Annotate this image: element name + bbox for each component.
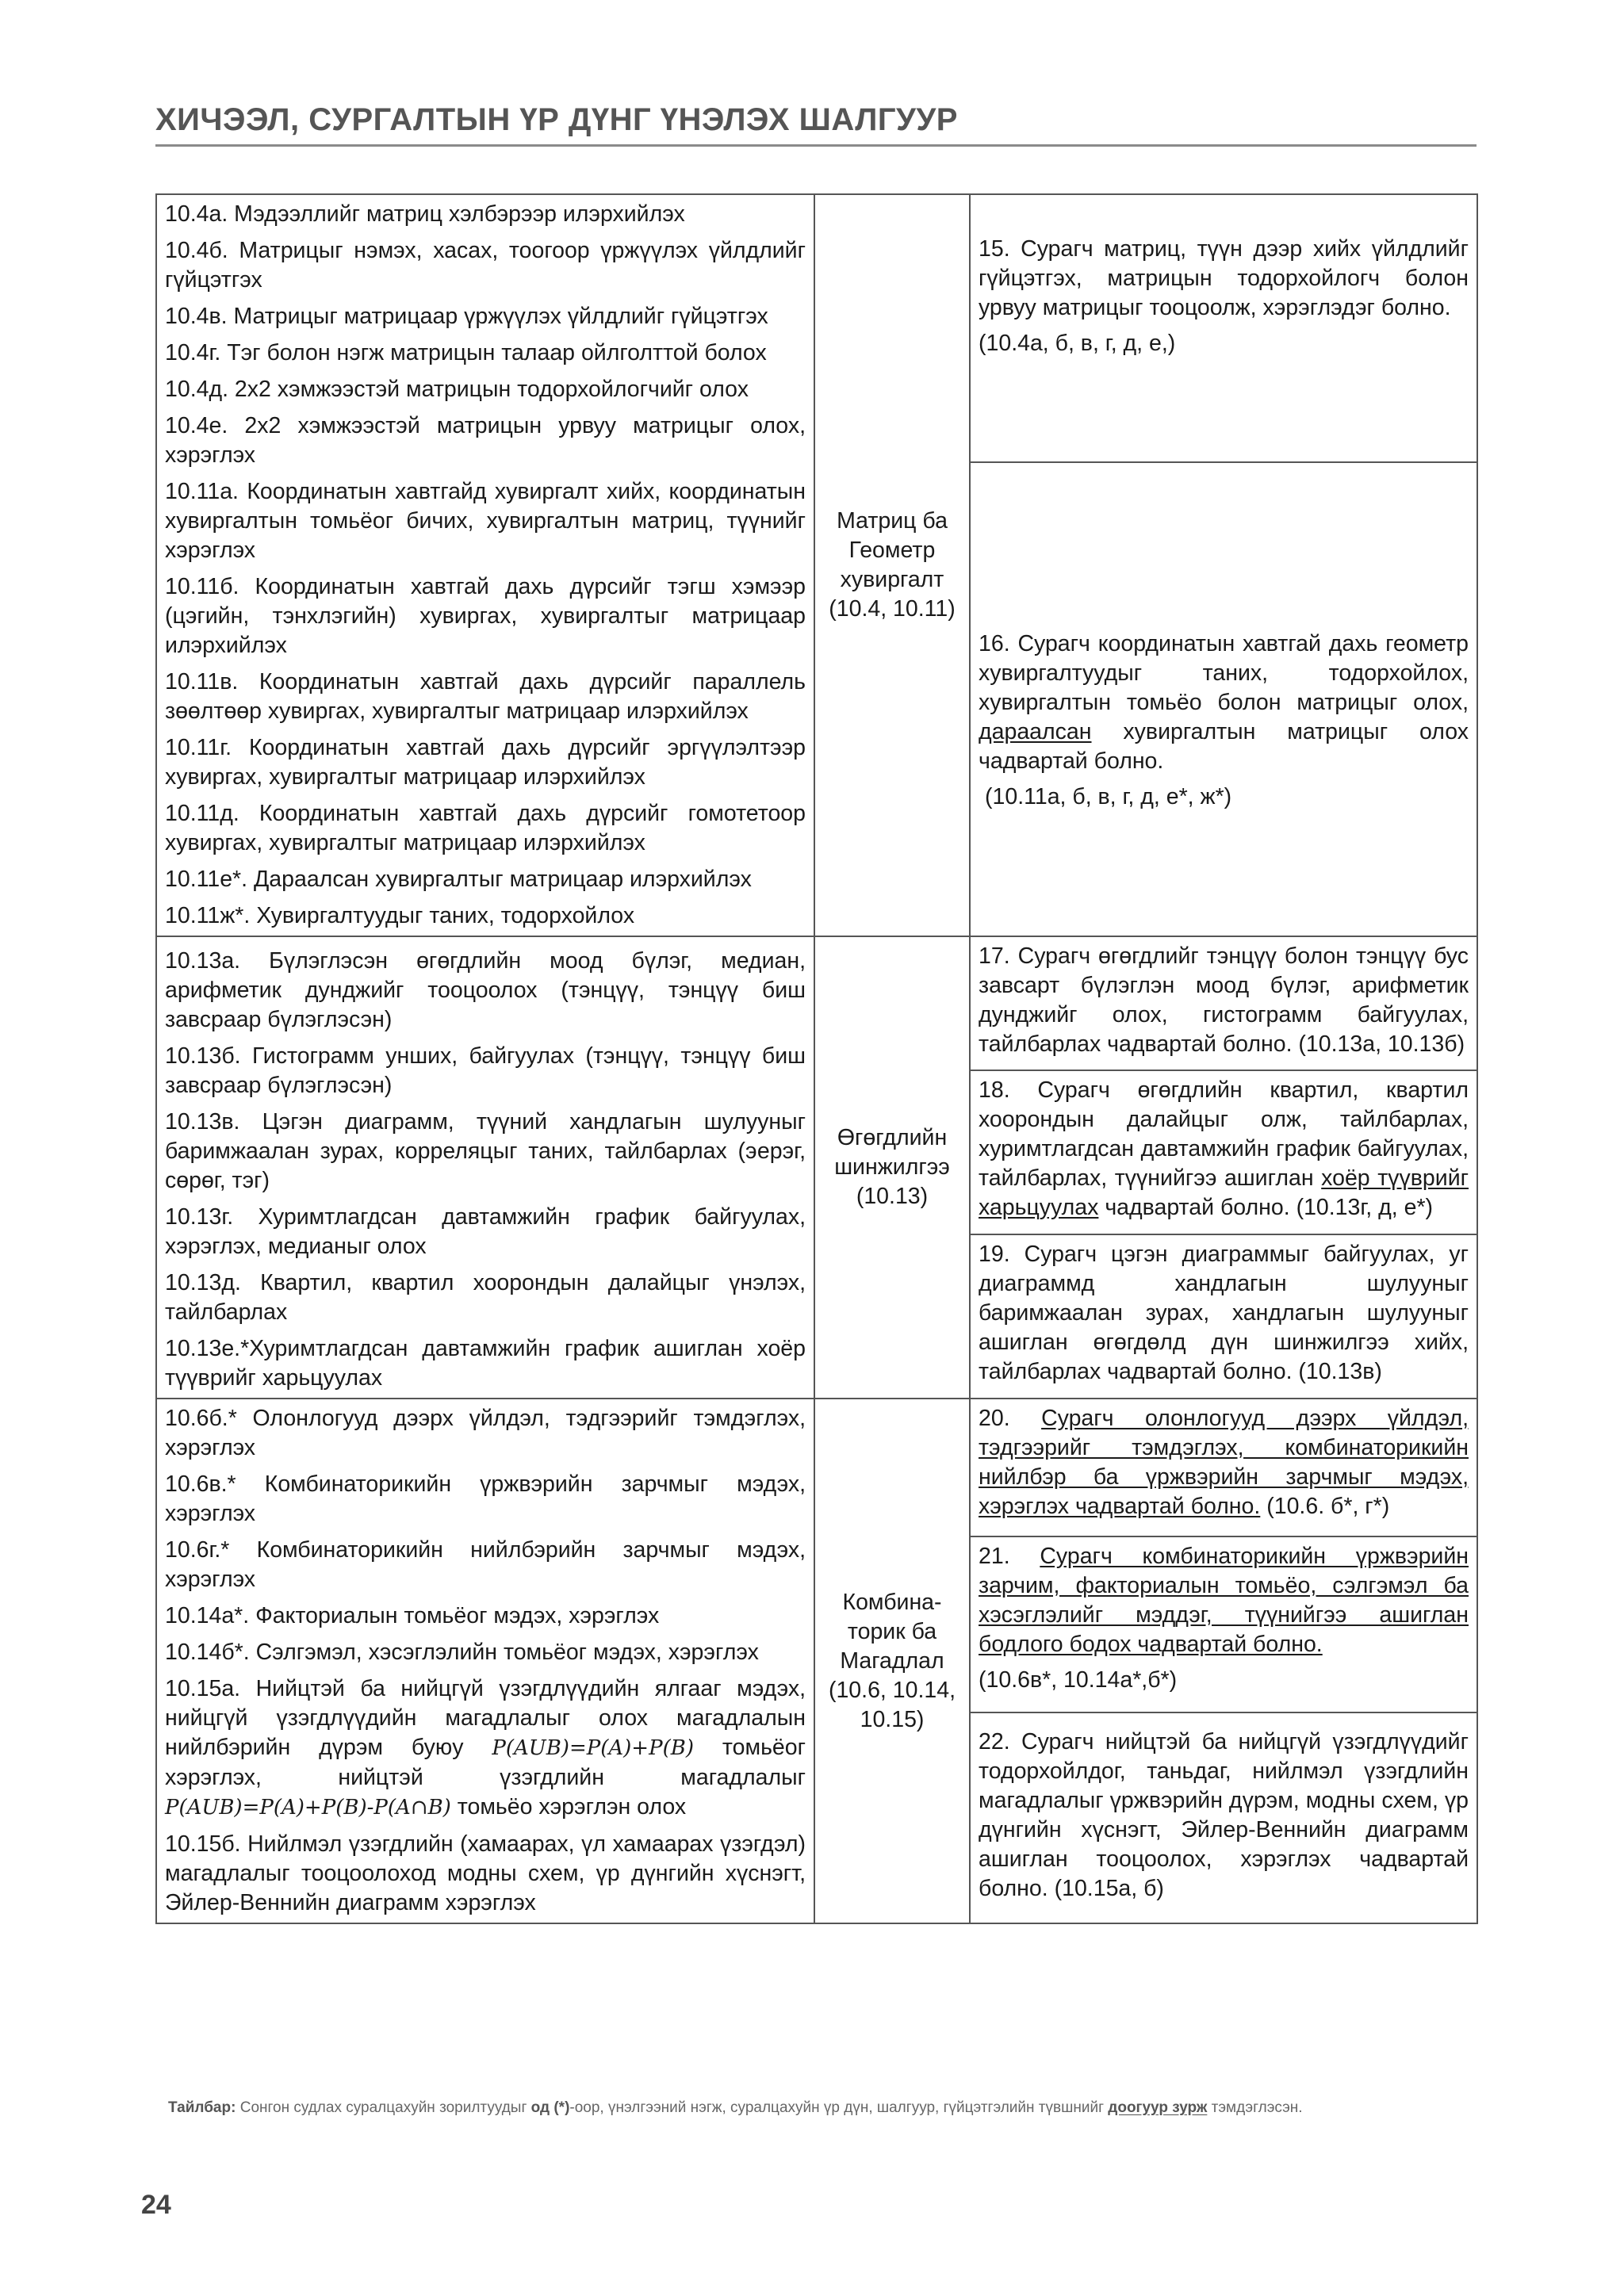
result-21-ref: (10.6в*, 10.14а*,б*)	[979, 1667, 1178, 1693]
topic-cell: Өгөгдлийн шинжилгээ (10.13)	[814, 936, 970, 1399]
result-18-underlined: хоёр түүврийг харьцуулах	[979, 1165, 1469, 1220]
table-row	[156, 936, 1477, 1070]
table-row	[156, 194, 1477, 462]
objective-item: 10.4б. Матрицыг нэмэх, хасах, тоогоор үржүүлэх үйлдлийг гүйцэтгэх	[165, 238, 806, 293]
result-15-ref: (10.4а, б, в, г, д, е,)	[979, 331, 1176, 356]
result-16	[979, 629, 1469, 776]
objective-item: 10.6б.* Олонлогууд дээрх үйлдэл, тэдгээрийг тэмдэглэх, хэрэглэх	[165, 1406, 806, 1460]
result-20-number: 20.	[979, 1406, 1010, 1431]
objective-item: 10.4г. Тэг болон нэгж матрицын талаар ойлголттой болох	[165, 340, 767, 365]
result-19: 19. Сурагч цэгэн диаграммыг байгуулах, уг диаграммд хандлагын шулууныг баримжаалан зурах, хандлагын шулууныг ашиглан өгөгдөлд дүн шинжилгээ хийх, тайлбарлах чадвартай болно. (10.13в)	[979, 1241, 1469, 1384]
objective-text: 10.15а. Нийцтэй ба нийцгүй үзэгдлүүдийн ялгааг мэдэх, нийцгүй үзэгдлүүдийн магадлалыг олох магадлалын нийлбэрийн дүрэм буюу	[165, 1676, 806, 1760]
objective-item: 10.14а*. Факториалын томьёог мэдэх, хэрэглэх	[165, 1603, 660, 1628]
footnote-text: Сонгон судлах суралцахуйн зорилтуудыг	[239, 2099, 527, 2116]
objective-item: 10.11е*. Дараалсан хувиргалтыг матрицаар илэрхийлэх	[165, 867, 752, 892]
formula-inclusion-exclusion: P(AUB)=P(A)+P(B)-P(A∩B)	[165, 1796, 451, 1820]
result-18-text: 18. Сурагч өгөгдлийн квартил, квартил хоорондын далайцыг олж, тайлбарлах, хуримтлагдсан давтамжийн график байгуулах, тайлбарлах, түүнийгээ ашиглан	[979, 1077, 1469, 1191]
objective-item: 10.13д. Квартил, квартил хоорондын далайцыг үнэлэх, тайлбарлах	[165, 1270, 806, 1325]
result-21-number: 21.	[979, 1543, 1010, 1569]
footnote	[168, 2098, 1477, 2118]
result-20-underlined: Сурагч олонлогууд дээрх үйлдэл, тэдгээрийг тэмдэглэх, комбинаторикийн нийлбэр ба үржвэрийн зарчмыг мэдэх, хэрэглэх чадвартай болно.	[979, 1406, 1469, 1519]
footnote-text: -оор, үнэлгээний нэгж, суралцахуйн үр дүн, шалгуур, гүйцэтгэлийн түвшнийг	[569, 2099, 1104, 2116]
objective-text: томьёо хэрэглэн олох	[457, 1794, 687, 1820]
objective-item: 10.11ж*. Хувиргалтуудыг таних, тодорхойлох	[165, 903, 635, 928]
result-cell	[970, 1070, 1477, 1234]
formula-sum-rule: P(AUB)=P(A)+P(B)	[492, 1736, 694, 1760]
result-cell	[970, 194, 1477, 462]
objective-item: 10.11в. Координатын хавтгай дахь дүрсийг параллель зөөлтөөр хувиргах, хувиргалтыг матрицаар илэрхийлэх	[165, 669, 806, 724]
result-21-underlined: Сурагч комбинаторикийн үржвэрийн зарчим, факториалын томьёо, сэлгэмэл ба хэсэглэлийг мэддэг, түүнийгээ ашиглан бодлого бодох чадвартай болно.	[979, 1543, 1469, 1657]
topic-cell: Матриц ба Геометр хувиргалт (10.4, 10.11)	[814, 194, 970, 936]
objective-item: 10.14б*. Сэлгэмэл, хэсэглэлийн томьёог мэдэх, хэрэглэх	[165, 1640, 759, 1665]
result-20-ref: (10.6. б*, г*)	[1266, 1494, 1390, 1519]
objective-item: 10.11а. Координатын хавтгайд хувиргалт хийх, координатын хувиргалтын томьёог бичих, хувиргалтын матриц, түүнийг хэрэглэх	[165, 479, 806, 563]
objective-item: 10.13в. Цэгэн диаграмм, түүний хандлагын шулууныг баримжаалан зурах, корреляцыг таних, тайлбарлах (эерэг, сөрөг, тэг)	[165, 1109, 806, 1193]
objective-item: 10.11б. Координатын хавтгай дахь дүрсийг тэгш хэмээр (цэгийн, тэнхлэгийн) хувиргах, хувиргалтыг матрицаар илэрхийлэх	[165, 574, 806, 658]
objectives-cell	[156, 1399, 814, 1923]
result-cell	[970, 1234, 1477, 1399]
criteria-table	[155, 193, 1478, 1924]
footnote-bold: од (*)	[530, 2099, 570, 2116]
footnote-label: Тайлбар:	[168, 2099, 236, 2116]
objective-item: 10.4е. 2х2 хэмжээстэй матрицын урвуу матрицыг олох, хэрэглэх	[165, 413, 806, 468]
objective-item: 10.6в.* Комбинаторикийн үржвэрийн зарчмыг мэдэх, хэрэглэх	[165, 1471, 806, 1526]
page-number: 24	[141, 2190, 171, 2220]
footnote-underlined: доогуур зурж	[1108, 2099, 1208, 2116]
objectives-cell	[156, 936, 814, 1399]
result-16-ref: (10.11а, б, в, г, д, е*, ж*)	[985, 784, 1232, 809]
objective-item: 10.15б. Нийлмэл үзэгдлийн (хамаарах, үл хамаарах үзэгдэл) магадлалыг тооцоолоход модны схем, үр дүнгийн хүснэгт, Эйлер-Веннийн диаграмм хэрэглэх	[165, 1831, 806, 1915]
objective-item	[165, 1674, 806, 1823]
objective-item: 10.4а. Мэдээллийг матриц хэлбэрээр илэрхийлэх	[165, 201, 685, 227]
page-title: ХИЧЭЭЛ, СУРГАЛТЫН ҮР ДҮНГ ҮНЭЛЭХ ШАЛГУУР	[155, 102, 958, 137]
result-cell	[970, 462, 1477, 936]
objective-item: 10.13б. Гистограмм унших, байгуулах (тэнцүү, тэнцүү биш завсраар бүлэглэсэн)	[165, 1043, 806, 1098]
result-15: 15. Сурагч матриц, түүн дээр хийх үйлдлийг гүйцэтгэх, матрицын тодорхойлогч болон урвуу матрицыг тооцоолж, хэрэглэдэг болно.	[979, 236, 1469, 320]
result-22: 22. Сурагч нийцтэй ба нийцгүй үзэгдлүүдийг тодорхойлдог, таньдаг, нийлмэл үзэгдлийн магадлалыг үржвэрийн дүрэм, модны схем, үр дүнгийн хүснэгт, Эйлер-Веннийн диаграмм ашиглан тооцоолох, хэрэглэх чадвартай болно. (10.15а, б)	[979, 1728, 1469, 1901]
result-16-text: 16. Сурагч координатын хавтгай дахь геометр хувиргалтуудыг таних, тодорхойлох, хувиргалтын томьёо болон матрицыг олох,	[979, 631, 1469, 715]
result-21	[979, 1542, 1469, 1659]
objective-item: 10.13а. Бүлэглэсэн өгөгдлийн моод бүлэг, медиан, арифметик дунджийг тооцоолох (тэнцүү, тэнцүү биш завсраар бүлэглэсэн)	[165, 948, 806, 1032]
objective-item: 10.13г. Хуримтлагдсан давтамжийн график байгуулах, хэрэглэх, медианыг олох	[165, 1204, 806, 1259]
result-16-underlined: дараалсан	[979, 719, 1092, 744]
page-header	[155, 101, 1477, 147]
objective-item: 10.11г. Координатын хавтгай дахь дүрсийг эргүүлэлтээр хувиргах, хувиргалтыг матрицаар илэрхийлэх	[165, 735, 806, 790]
objective-item: 10.6г.* Комбинаторикийн нийлбэрийн зарчмыг мэдэх, хэрэглэх	[165, 1537, 806, 1592]
result-16-text-end: хувиргалтын матрицыг олох чадвартай болно.	[979, 719, 1469, 774]
objective-item: 10.4в. Матрицыг матрицаар үржүүлэх үйлдлийг гүйцэтгэх	[165, 304, 768, 329]
result-cell	[970, 1712, 1477, 1923]
objective-item: 10.13е.*Хуримтлагдсан давтамжийн график ашиглан хоёр түүврийг харьцуулах	[165, 1336, 806, 1391]
footnote-text: тэмдэглэсэн.	[1211, 2099, 1303, 2116]
objectives-cell	[156, 194, 814, 936]
table-row	[156, 1399, 1477, 1536]
result-20	[979, 1404, 1469, 1521]
objective-item: 10.4д. 2х2 хэмжээстэй матрицын тодорхойлогчийг олох	[165, 377, 749, 402]
result-18	[979, 1076, 1469, 1223]
result-18-text-end: чадвартай болно. (10.13г, д, е*)	[1105, 1194, 1434, 1220]
result-cell	[970, 1399, 1477, 1536]
topic-cell: Комбина-торик ба Магадлал (10.6, 10.14, 10.15)	[814, 1399, 970, 1923]
result-cell	[970, 936, 1477, 1070]
objective-text: томьёог хэрэглэх, нийцтэй үзэгдлийн магадлалыг	[165, 1735, 806, 1790]
objective-item: 10.11д. Координатын хавтгай дахь дүрсийг гомотетоор хувиргах, хувиргалтыг матрицаар илэрхийлэх	[165, 801, 806, 855]
result-cell	[970, 1536, 1477, 1712]
result-17: 17. Сурагч өгөгдлийг тэнцүү болон тэнцүү бус завсарт бүлэглэн моод бүлэг, арифметик дунджийг олох, гистограмм байгуулах, тайлбарлах чадвартай болно. (10.13а, 10.13б)	[979, 943, 1469, 1057]
